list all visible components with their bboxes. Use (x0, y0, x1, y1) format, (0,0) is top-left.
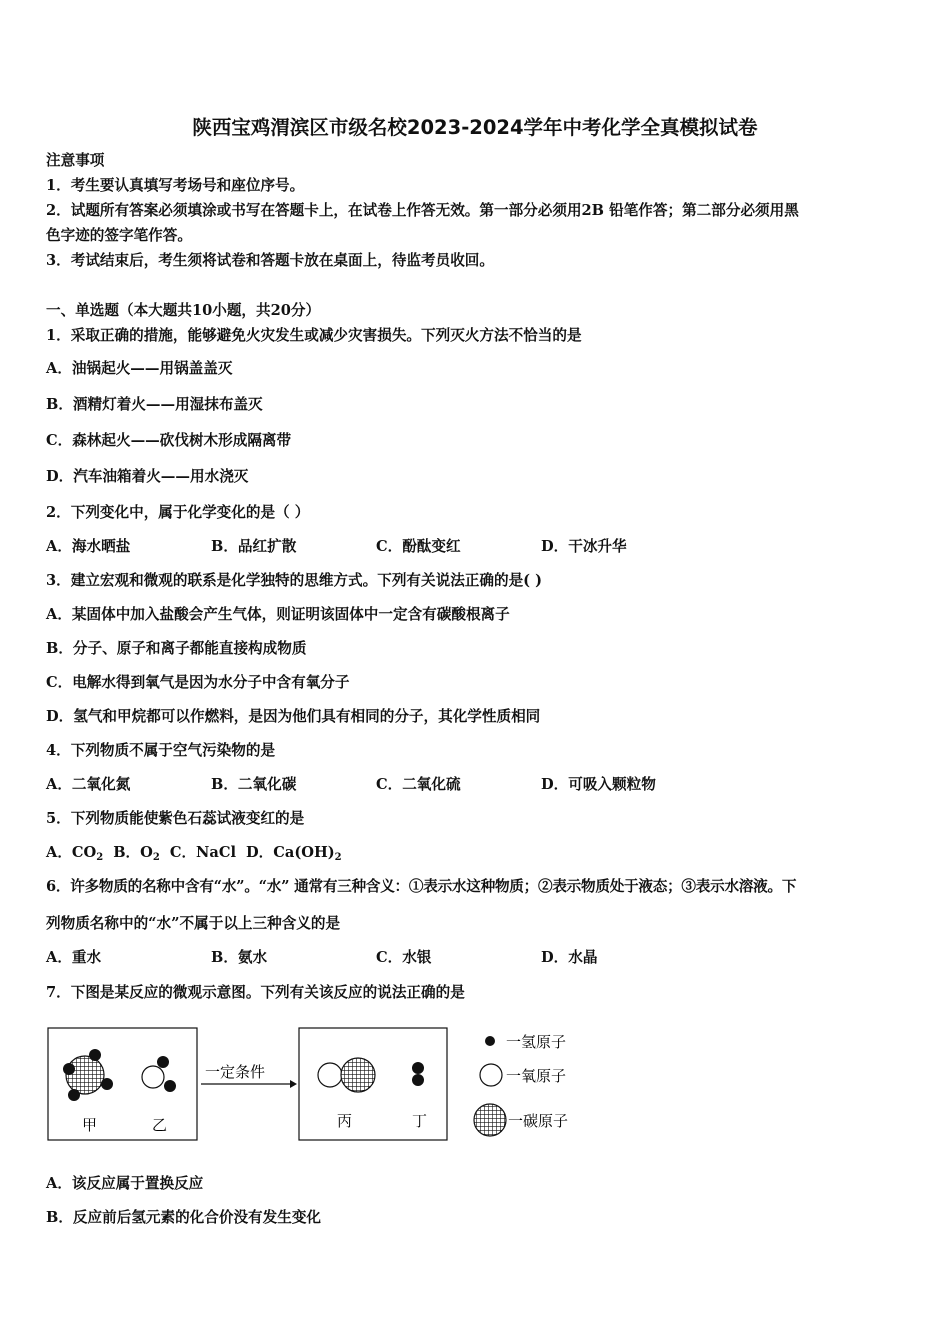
q3-option-a: A．某固体中加入盐酸会产生气体，则证明该固体中一定含有碳酸根离子 (46, 606, 510, 623)
q6-option-d: D．水晶 (541, 949, 598, 966)
reaction-diagram (44, 1022, 604, 1152)
q5-option-a: A．$CO_2$ (46, 844, 104, 863)
q1-option-c: C．森林起火——砍伐树木形成隔离带 (46, 432, 292, 449)
notice-heading: 注意事项 (46, 152, 105, 169)
legend-hydrogen: 一氢原子 (506, 1033, 567, 1051)
label-ding: 丁 (412, 1112, 428, 1130)
q4-option-a: A．二氧化氮 (46, 776, 131, 793)
q5-option-d: D．$Ca(OH)_2$ (246, 844, 342, 863)
hydrogen-molecule (412, 1062, 424, 1086)
q4-option-c: C．二氧化硫 (376, 776, 461, 793)
page-title: 陕西宝鸡渭滨区市级名校2023-2024学年中考化学全真模拟试卷 (192, 116, 758, 139)
q4-stem: 4．下列物质不属于空气污染物的是 (46, 742, 276, 759)
legend-carbon-icon (474, 1104, 506, 1136)
q6-option-c: C．水银 (376, 949, 432, 966)
q6-stem-line2: 列物质名称中的“水”不属于以上三种含义的是 (46, 915, 341, 932)
q1-option-a: A．油锅起火——用锅盖盖灭 (46, 360, 233, 377)
q5-option-b: B．$O_2$ (113, 844, 160, 863)
arrow-head-icon (290, 1080, 297, 1088)
notice-item-2-cont: 色字迹的签字笔作答。 (46, 227, 192, 244)
q3-option-b: B．分子、原子和离子都能直接构成物质 (46, 640, 307, 657)
legend-carbon: 一碳原子 (508, 1112, 569, 1130)
legend-oxygen-icon (480, 1064, 502, 1086)
notice-item-3: 3．考试结束后，考生须将试卷和答题卡放在桌面上，待监考员收回。 (46, 252, 494, 269)
q2-options (46, 537, 627, 557)
q7-option-b: B．反应前后氢元素的化合价没有发生变化 (46, 1209, 322, 1226)
co-molecule (318, 1058, 375, 1092)
q5-option-c: C．NaCl (169, 844, 237, 861)
q2-stem: 2．下列变化中，属于化学变化的是（ ） (46, 504, 310, 521)
q2-option-b: B．品红扩散 (211, 538, 297, 555)
condition-label: 一定条件 (205, 1063, 266, 1081)
water-molecule (142, 1056, 176, 1092)
section-heading: 一、单选题（本大题共10小题，共20分） (46, 302, 321, 319)
notice-item-2: 2．试题所有答案必须填涂或书写在答题卡上，在试卷上作答无效。第一部分必须用2B 铅笔作答；第二部分必须用黑 (46, 202, 799, 219)
q7-option-a: A．该反应属于置换反应 (46, 1175, 204, 1192)
q2-option-d: D．干冰升华 (541, 538, 627, 555)
q6-options (46, 948, 597, 968)
q6-stem-line1: 6．许多物质的名称中含有“水”。“水” 通常有三种含义：①表示水这种物质；②表示物质处于液态；③表示水溶液。下 (46, 878, 797, 895)
q1-stem: 1．采取正确的措施，能够避免火灾发生或减少灾害损失。下列灭火方法不恰当的是 (46, 327, 582, 344)
q6-option-b: B．氨水 (211, 949, 268, 966)
q3-option-d: D．氢气和甲烷都可以作燃料，是因为他们具有相同的分子，其化学性质相同 (46, 708, 541, 725)
q2-option-c: C．酚酞变红 (376, 538, 461, 555)
q4-option-b: B．二氧化碳 (211, 776, 297, 793)
q1-option-b: B．酒精灯着火——用湿抹布盖灭 (46, 396, 263, 413)
label-jia: 甲 (82, 1116, 98, 1134)
label-yi: 乙 (152, 1116, 168, 1134)
q5-stem: 5．下列物质能使紫色石蕊试液变红的是 (46, 810, 305, 827)
legend-hydrogen-icon (485, 1036, 495, 1046)
legend-oxygen: 一氧原子 (506, 1067, 567, 1085)
q2-option-a: A．海水晒盐 (46, 538, 131, 555)
q4-option-d: D．可吸入颗粒物 (541, 776, 656, 793)
q4-options (46, 775, 656, 795)
methane-molecule (63, 1049, 113, 1101)
notice-item-1: 1．考生要认真填写考场号和座位序号。 (46, 177, 305, 194)
q7-stem: 7．下图是某反应的微观示意图。下列有关该反应的说法正确的是 (46, 984, 465, 1001)
q3-stem: 3．建立宏观和微观的联系是化学独特的思维方式。下列有关说法正确的是( ) (46, 572, 543, 589)
label-bing: 丙 (337, 1112, 353, 1130)
q5-options (46, 843, 342, 863)
q6-option-a: A．重水 (46, 949, 102, 966)
q1-option-d: D．汽车油箱着火——用水浇灭 (46, 468, 249, 485)
q3-option-c: C．电解水得到氧气是因为水分子中含有氧分子 (46, 674, 350, 691)
